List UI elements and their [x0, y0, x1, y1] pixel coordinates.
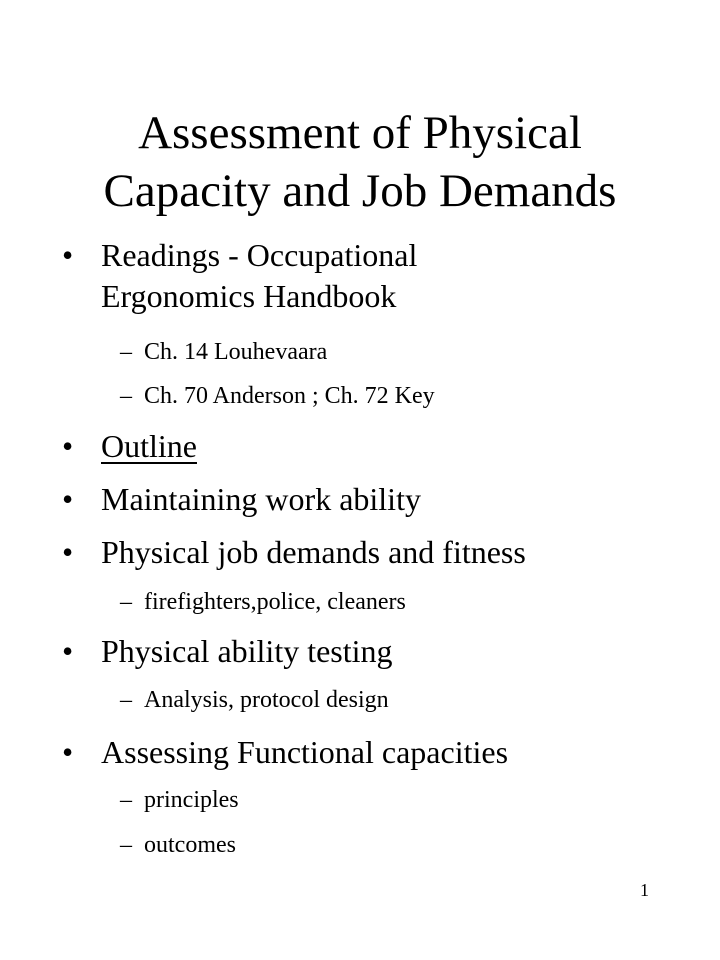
bullet-icon: • — [62, 481, 74, 517]
subitem-text: outcomes — [144, 832, 236, 858]
dash-icon: – — [120, 787, 132, 813]
bullet-text: Readings - Occupational — [101, 237, 418, 273]
dash-icon: – — [120, 383, 132, 409]
slide-title — [0, 104, 720, 220]
bullet-text: Physical ability testing — [101, 633, 393, 669]
bullet-text: Assessing Functional capacities — [101, 734, 509, 770]
page-number: 1 — [640, 880, 649, 900]
bullet-icon: • — [62, 534, 74, 570]
subitem-text: principles — [144, 787, 239, 813]
bullet-text: Outline — [101, 428, 197, 464]
bullet-icon: • — [62, 734, 74, 770]
bullet-icon: • — [62, 428, 74, 464]
title-line-1: Assessment of Physical — [138, 107, 582, 159]
subitem-text: Ch. 14 Louhevaara — [144, 339, 328, 365]
subitem-text: Ch. 70 Anderson ; Ch. 72 Key — [144, 383, 435, 409]
bullet-icon: • — [62, 633, 74, 669]
bullet-icon: • — [62, 237, 74, 273]
subitem-text: firefighters,police, cleaners — [144, 589, 406, 615]
subitem-text: Analysis, protocol design — [144, 687, 389, 713]
bullet-text-continued: Ergonomics Handbook — [101, 278, 397, 314]
dash-icon: – — [120, 339, 132, 365]
dash-icon: – — [120, 589, 132, 615]
bullet-text: Physical job demands and fitness — [101, 534, 526, 570]
dash-icon: – — [120, 832, 132, 858]
dash-icon: – — [120, 687, 132, 713]
title-line-2: Capacity and Job Demands — [103, 165, 617, 217]
bullet-text: Maintaining work ability — [101, 481, 421, 517]
